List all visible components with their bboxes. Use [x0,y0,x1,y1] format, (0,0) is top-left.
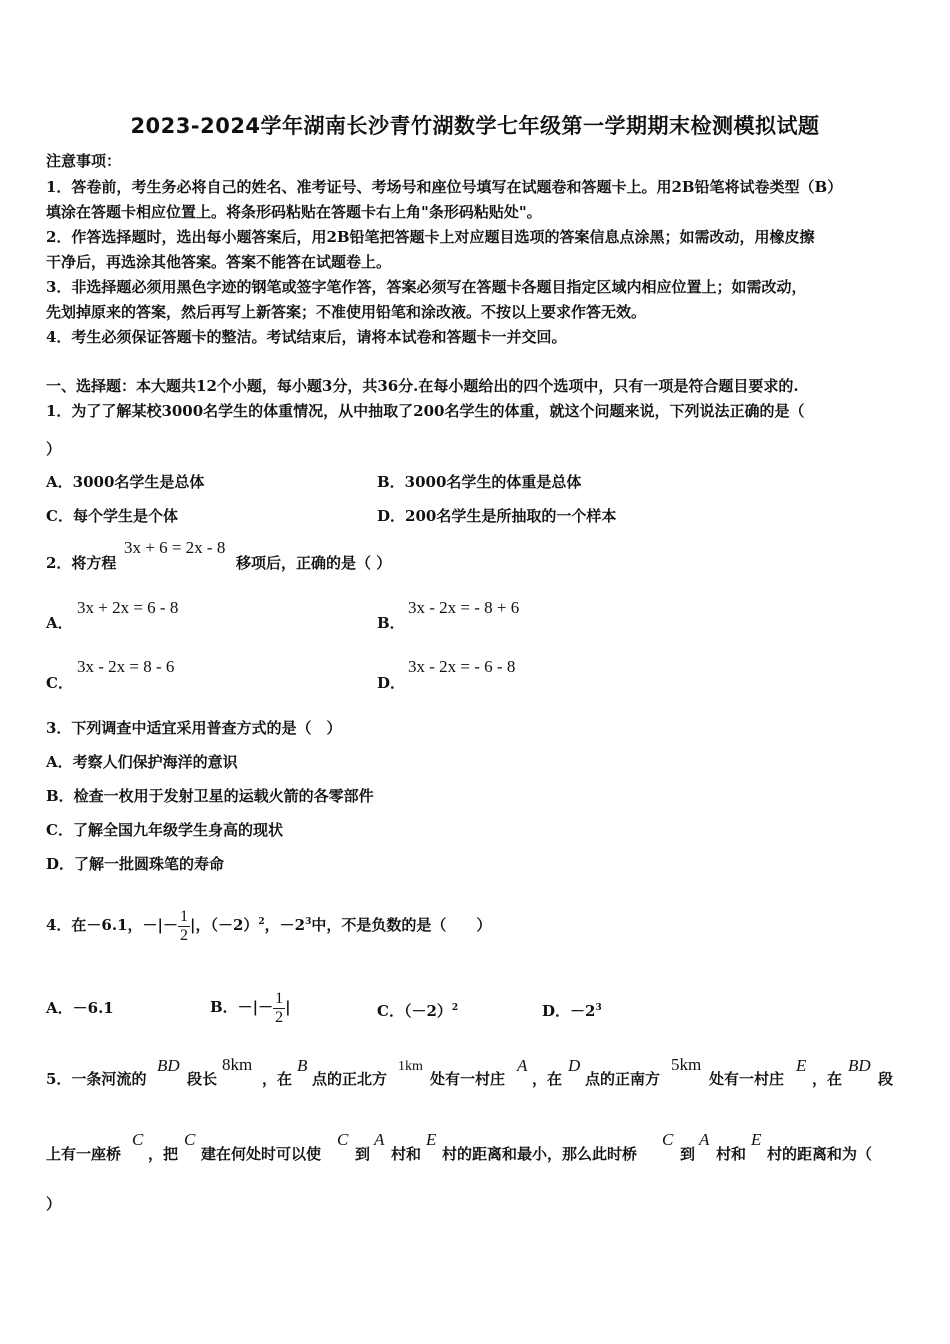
q2-option-c-label: C． [46,674,73,692]
q5-text: 段 [878,1070,894,1088]
q5-point-e: E [751,1130,762,1149]
q5-text: 处有一村庄 [430,1070,506,1088]
q2-option-d: 3x - 2x = - 6 - 8 [408,657,516,676]
q2-option-b-label: B． [377,614,405,632]
q5-text: 到 [680,1145,696,1163]
q2-stem-post: 移项后，正确的是（ ） [236,554,392,572]
q4-option-b-pre: B．－|－ [210,998,274,1016]
q5-point-a: A [699,1130,710,1149]
q4-option-b-post: | [285,998,291,1016]
q2-equation: 3x + 6 = 2x - 8 [124,538,226,557]
q5-point-c: C [184,1130,196,1149]
fraction-denominator: 2 [180,926,188,944]
q5-text: 村的距离和为（ [767,1145,873,1163]
q4-option-c [377,998,458,1021]
q4-stem-mid: |，（－2） [190,916,259,934]
q5-stem-close: ） [46,1195,62,1213]
notice-line: 2．作答选择题时，选出每小题答案后，用2B铅笔把答题卡上对应题目选项的答案信息点涂黑；如需改动，用橡皮擦 [46,228,815,246]
q4-stem-post: 中，不是负数的是（ ） [311,916,492,934]
q3-option-b: B．检查一枚用于发射卫星的运载火箭的各零部件 [46,787,374,805]
q5-length: 8km [222,1055,253,1074]
fraction-numerator: 1 [275,989,284,1007]
q5-text: 建在何处时可以使 [201,1145,322,1163]
q4-exponent: 2 [451,1003,459,1013]
q4-exponent: 2 [258,917,265,927]
q5-text: 到 [355,1145,371,1163]
q1-option-a: A．3000名学生是总体 [46,473,205,491]
q5-text: 村和 [716,1145,747,1163]
q5-text: 5．一条河流的 [46,1070,147,1088]
notice-line: 1．答卷前，考生务必将自己的姓名、准考证号、考场号和座位号填写在试题卷和答题卡上。用2B铅笔将试卷类型（B） [46,178,843,196]
fraction-numerator: 1 [180,907,188,925]
half-fraction [273,990,285,1027]
fraction-denominator: 2 [275,1008,284,1026]
q5-segment-bd: BD [848,1056,871,1075]
q4-option-d [542,998,602,1021]
q4-exponent: 3 [595,1003,602,1013]
q5-text: 段长 [187,1070,218,1088]
q5-text: 上有一座桥 [46,1145,122,1163]
q5-point-e: E [796,1056,807,1075]
section-heading: 一、选择题：本大题共12个小题，每小题3分，共36分.在每小题给出的四个选项中，只有一项是符合题目要求的. [46,377,799,395]
q4-option-d-text: D．－2 [542,1002,596,1020]
q5-point-a: A [374,1130,385,1149]
q4-stem-pre: 4．在－6.1，－|－ [46,916,178,934]
notice-heading: 注意事项： [46,152,122,170]
q5-text: 处有一村庄 [709,1070,785,1088]
notice-line: 干净后，再选涂其他答案。答案不能答在试题卷上。 [46,253,392,271]
q1-stem-close: ） [46,440,62,458]
q5-point-a: A [517,1056,528,1075]
q5-text: ，在 [532,1070,563,1088]
q5-length: 5km [671,1055,702,1074]
notice-line: 填涂在答题卡相应位置上。将条形码粘贴在答题卡右上角"条形码粘贴处"。 [46,203,542,221]
q1-option-b: B．3000名学生的体重是总体 [377,473,582,491]
q2-option-c: 3x - 2x = 8 - 6 [77,657,175,676]
q5-text: ，把 [148,1145,179,1163]
notice-line: 3．非选择题必须用黑色字迹的钢笔或签字笔作答，答案必须写在答题卡各题目指定区域内相应位置上；如需改动， [46,278,807,296]
q3-stem: 3．下列调查中适宜采用普查方式的是（ ） [46,719,342,737]
q5-text: 点的正北方 [312,1070,388,1088]
q5-text: ，在 [812,1070,843,1088]
q2-option-a-label: A． [46,614,73,632]
notice-line: 4．考生必须保证答题卡的整洁。考试结束后，请将本试卷和答题卡一并交回。 [46,328,567,346]
q5-point-d: D [568,1056,581,1075]
q5-point-c: C [132,1130,144,1149]
page-title: 2023-2024学年湖南长沙青竹湖数学七年级第一学期期末检测模拟试题 [130,114,820,138]
q4-option-a: A．－6.1 [46,999,114,1017]
q5-segment-bd: BD [157,1056,180,1075]
q5-text: ，在 [262,1070,293,1088]
q5-text: 村和 [391,1145,422,1163]
q2-option-d-label: D． [377,674,406,692]
q5-length: 1km [398,1059,423,1074]
q4-exponent: 3 [305,917,312,927]
q4-stem-mid2: ，－2 [264,916,306,934]
q2-option-b: 3x - 2x = - 8 + 6 [408,598,520,617]
q3-option-d: D．了解一批圆珠笔的寿命 [46,855,225,873]
q1-stem: 1．为了了解某校3000名学生的体重情况，从中抽取了200名学生的体重，就这个问题来说，下列说法正确的是（ [46,402,805,420]
q4-option-b [210,984,291,1030]
q3-option-a: A．考察人们保护海洋的意识 [46,753,238,771]
q3-option-c: C．了解全国九年级学生身高的现状 [46,821,283,839]
q2-option-a: 3x + 2x = 6 - 8 [77,598,179,617]
q4-option-c-text: C．（－2） [377,1002,452,1020]
q5-text: 村的距离和最小，那么此时桥 [442,1145,638,1163]
notice-line: 先划掉原来的答案，然后再写上新答案；不准使用铅笔和涂改液。不按以上要求作答无效。 [46,303,647,321]
q5-text: 点的正南方 [585,1070,661,1088]
q5-point-c: C [662,1130,674,1149]
q1-option-d: D．200名学生是所抽取的一个样本 [377,507,617,525]
q5-point-e: E [426,1130,437,1149]
q5-point-c: C [337,1130,349,1149]
q2-stem-pre: 2．将方程 [46,554,117,572]
q4-stem [46,902,491,945]
q5-point-b: B [297,1056,308,1075]
q1-option-c: C．每个学生是个体 [46,507,178,525]
half-fraction [178,908,190,945]
